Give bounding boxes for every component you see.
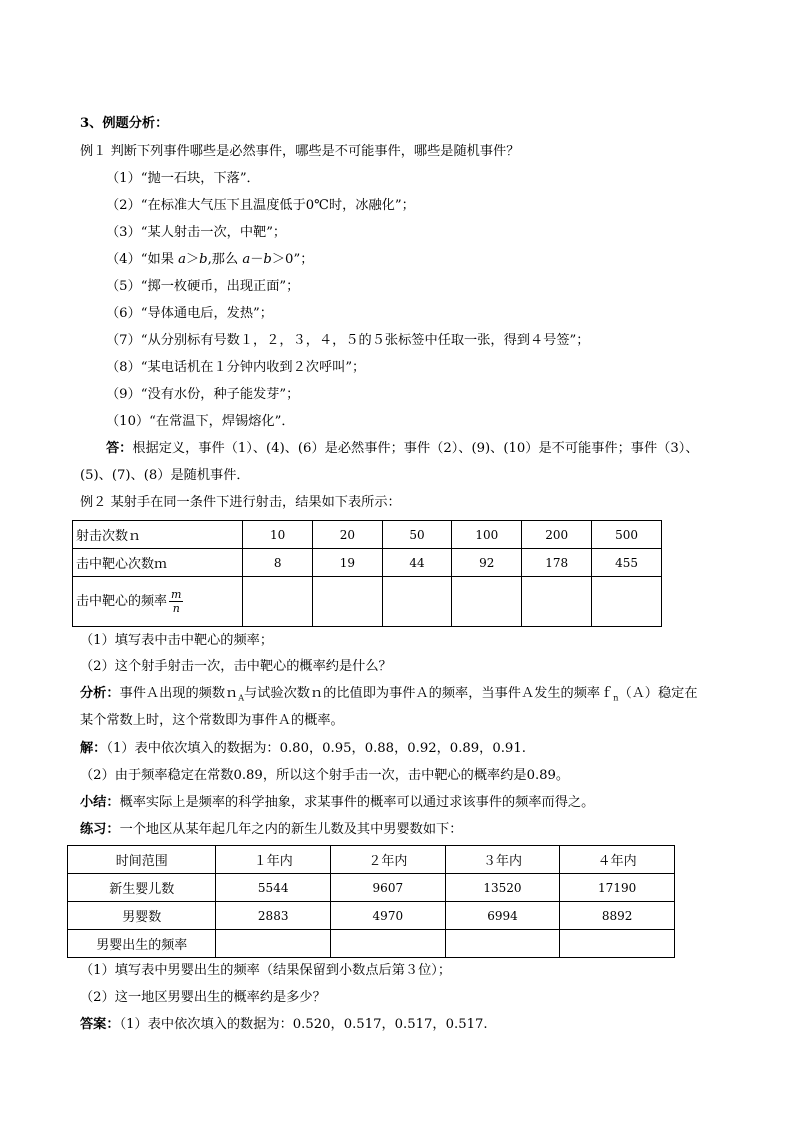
- example1-item-1: （1）“抛一石块，下落”．: [106, 171, 260, 186]
- empty-cell: [382, 577, 452, 627]
- header-cell: ４年内: [560, 846, 675, 874]
- table-row: [73, 549, 662, 577]
- empty-cell: [522, 577, 592, 627]
- header-cell: 时间范围: [68, 846, 216, 874]
- table-cell: 19: [313, 549, 383, 577]
- table-cell: 100: [452, 521, 522, 549]
- example1-item-3: （3）“某人射击一次，中靶”；: [106, 225, 287, 240]
- table-cell: 9607: [331, 874, 446, 902]
- table-cell: 500: [592, 521, 662, 549]
- row-label-shots: 射击次数ｎ: [73, 521, 243, 549]
- example1-item-7: （7）“从分别标有号数１，２，３，４，５的５张标签中任取一张，得到４号签”；: [106, 333, 590, 348]
- table-cell: 200: [522, 521, 592, 549]
- empty-cell: [313, 577, 383, 627]
- example1-item-10: （10）“在常温下，焊锡熔化”．: [106, 414, 295, 429]
- section-title: 3、例题分析：: [80, 116, 169, 131]
- table-row: [68, 874, 675, 902]
- analysis-line2: 某个常数上时，这个常数即为事件Ａ的概率。: [80, 713, 344, 728]
- example2-question-1: （1）填写表中击中靶心的频率；: [80, 633, 274, 648]
- table-cell: 20: [313, 521, 383, 549]
- table-cell: 17190: [560, 874, 675, 902]
- table-cell: 4970: [331, 902, 446, 930]
- example1-item-4: （4）“如果 a＞b,那么 a－b＞0”；: [106, 252, 314, 267]
- exercise-question-1: （1）填写表中男婴出生的频率（结果保留到小数点后第３位）；: [80, 963, 452, 978]
- shooting-table: [72, 520, 662, 627]
- table-cell: 50: [382, 521, 452, 549]
- solution-line2: （2）由于频率稳定在常数0.89，所以这个射手击一次，击中靶心的概率约是0.89。: [80, 768, 570, 783]
- table-cell: 5544: [216, 874, 331, 902]
- example1-item-5: （5）“掷一枚硬币，出现正面”；: [106, 279, 300, 294]
- exercise-prompt: 练习：一个地区从某年起几年之内的新生儿数及其中男婴数如下：: [80, 822, 463, 837]
- table-cell: 2883: [216, 902, 331, 930]
- empty-cell: [560, 930, 675, 958]
- row-label-hits: 击中靶心次数ｍ: [73, 549, 243, 577]
- example1-answer-line2: (5)、(7)、(8）是随机事件．: [80, 468, 250, 483]
- exercise-answer: 答案：（1）表中依次填入的数据为：0.520，0.517，0.517，0.517.: [80, 1017, 488, 1032]
- table-cell: 13520: [445, 874, 560, 902]
- example1-item-6: （6）“导体通电后，发热”；: [106, 306, 273, 321]
- empty-cell: [216, 930, 331, 958]
- empty-cell: [592, 577, 662, 627]
- row-label-frequency: 击中靶心的频率 $\frac{m}{n}$: [73, 577, 243, 627]
- example1-item-2: （2）“在标准大气压下且温度低于0℃时，冰融化”；: [106, 198, 415, 213]
- table-row: [68, 902, 675, 930]
- example1-prompt: 例１ 判断下列事件哪些是必然事件，哪些是不可能事件，哪些是随机事件？: [80, 144, 520, 159]
- row-label-boy-frequency: 男婴出生的频率: [68, 930, 216, 958]
- exercise-question-2: （2）这一地区男婴出生的概率约是多少？: [80, 990, 326, 1005]
- table-cell: 8: [243, 549, 313, 577]
- table-cell: 178: [522, 549, 592, 577]
- table-cell: 92: [452, 549, 522, 577]
- table-cell: 6994: [445, 902, 560, 930]
- example1-item-9: （9）“没有水份，种子能发芽”；: [106, 387, 300, 402]
- example2-question-2: （2）这个射手射击一次，击中靶心的概率约是什么？: [80, 659, 392, 674]
- table-row: [68, 930, 675, 958]
- row-label-boys: 男婴数: [68, 902, 216, 930]
- table-cell: 44: [382, 549, 452, 577]
- empty-cell: [331, 930, 446, 958]
- table-row: [68, 846, 675, 874]
- row-label-births: 新生婴儿数: [68, 874, 216, 902]
- table-cell: 455: [592, 549, 662, 577]
- header-cell: １年内: [216, 846, 331, 874]
- empty-cell: [445, 930, 560, 958]
- example1-item-8: （8）“某电话机在１分钟内收到２次呼叫”；: [106, 360, 366, 375]
- example2-prompt: 例２ 某射手在同一条件下进行射击，结果如下表所示：: [80, 495, 401, 510]
- empty-cell: [452, 577, 522, 627]
- header-cell: ２年内: [331, 846, 446, 874]
- example1-answer-line1: 答：根据定义，事件（1）、(4)、(6）是必然事件；事件（2）、(9)、(10）是不可能事件；事件（3）、: [106, 441, 699, 456]
- table-cell: 8892: [560, 902, 675, 930]
- births-table: [67, 845, 675, 958]
- fraction-m-over-n: $\frac{m}{n}$: [171, 588, 182, 615]
- header-cell: ３年内: [445, 846, 560, 874]
- table-row: [73, 577, 662, 627]
- empty-cell: [243, 577, 313, 627]
- solution-line1: 解：（1）表中依次填入的数据为：0.80，0.95，0.88，0.92，0.89，0.91.: [80, 741, 526, 756]
- table-row: [73, 521, 662, 549]
- table-cell: 10: [243, 521, 313, 549]
- summary-line: 小结：概率实际上是频率的科学抽象，求某事件的概率可以通过求该事件的频率而得之。: [80, 795, 595, 810]
- analysis-line1: 分析：事件Ａ出现的频数ｎ$_A$与试验次数ｎ的比值即为事件Ａ的频率，当事件Ａ发生的频率ｆ$_n$（Ａ）稳定在: [80, 686, 698, 703]
